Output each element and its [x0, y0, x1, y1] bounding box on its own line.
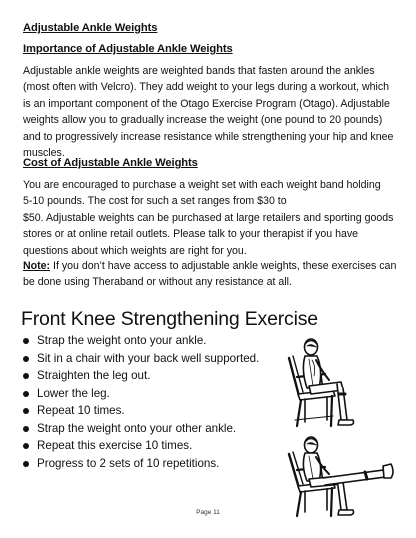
bullet-icon [23, 356, 29, 362]
list-item [22, 367, 282, 385]
exercise-title: Front Knee Strengthening Exercise [21, 308, 318, 330]
section-title-importance: Importance of Adjustable Ankle Weights [23, 43, 233, 55]
importance-line: and to progressively increase resistance while strengthening your hip and knee [23, 130, 394, 143]
importance-line: is an important component of the Otago Exercise Program (Otago). Adjustable [23, 97, 390, 110]
bullet-icon [23, 338, 29, 344]
bullet-icon [23, 373, 29, 379]
bullet-icon [23, 426, 29, 432]
note-label: Note: [23, 260, 51, 272]
importance-line: weights allow you to gradually increase the weight (one pound to 20 pounds) [23, 114, 383, 127]
cost-line: $50. Adjustable weights can be purchased at large retailers and sporting goods [23, 211, 394, 224]
cost-line: 5-10 pounds. The cost for such a set ranges from $30 to [23, 195, 287, 208]
list-item [22, 455, 282, 473]
cost-paragraph [23, 177, 395, 259]
step-text: Repeat this exercise 10 times. [37, 439, 193, 452]
importance-line: Adjustable ankle weights are weighted bands that fasten around the ankles [23, 65, 375, 77]
seated-knee-bent-illustration [283, 336, 378, 428]
importance-paragraph [23, 63, 395, 161]
section-title-cost: Cost of Adjustable Ankle Weights [23, 157, 198, 169]
bullet-icon [23, 461, 29, 467]
list-item [22, 402, 282, 420]
bullet-icon [23, 408, 29, 414]
note-line: be done using Theraband or without any resistance at all. [23, 276, 292, 289]
step-text: Strap the weight onto your other ankle. [37, 421, 237, 435]
importance-line: (most often with Velcro). They add weight to your legs during a workout, which [23, 81, 390, 94]
step-text: Straighten the leg out. [37, 369, 151, 382]
list-item [22, 437, 282, 455]
step-text: Strap the weight onto your ankle. [37, 334, 207, 347]
step-text: Lower the leg. [37, 386, 110, 400]
list-item [22, 385, 282, 403]
list-item [22, 350, 282, 368]
importance-line: muscles. [23, 147, 65, 160]
cost-line: stores or at online retail outlets. Please talk to your therapist if you have [23, 228, 359, 241]
note-text: If you don’t have access to adjustable ankle weights, these exercises can [50, 260, 397, 272]
cost-line: questions about which weights are right for you. [23, 244, 247, 257]
note-paragraph [23, 258, 395, 291]
seated-leg-extended-illustration [283, 436, 403, 518]
list-item [22, 420, 282, 438]
step-text: Sit in a chair with your back well supported. [37, 351, 260, 365]
list-item [22, 332, 282, 350]
step-text: Progress to 2 sets of 10 repetitions. [37, 456, 220, 470]
bullet-icon [23, 391, 29, 397]
note-line [23, 258, 395, 274]
exercise-steps-list [22, 332, 282, 472]
bullet-icon [23, 443, 29, 449]
step-text: Repeat 10 times. [37, 404, 125, 417]
page-number: Page 11 [196, 509, 220, 516]
cost-line: You are encouraged to purchase a weight set with each weight band holding [23, 179, 381, 191]
section-title-adjustable-ankle-weights: Adjustable Ankle Weights [23, 22, 158, 34]
